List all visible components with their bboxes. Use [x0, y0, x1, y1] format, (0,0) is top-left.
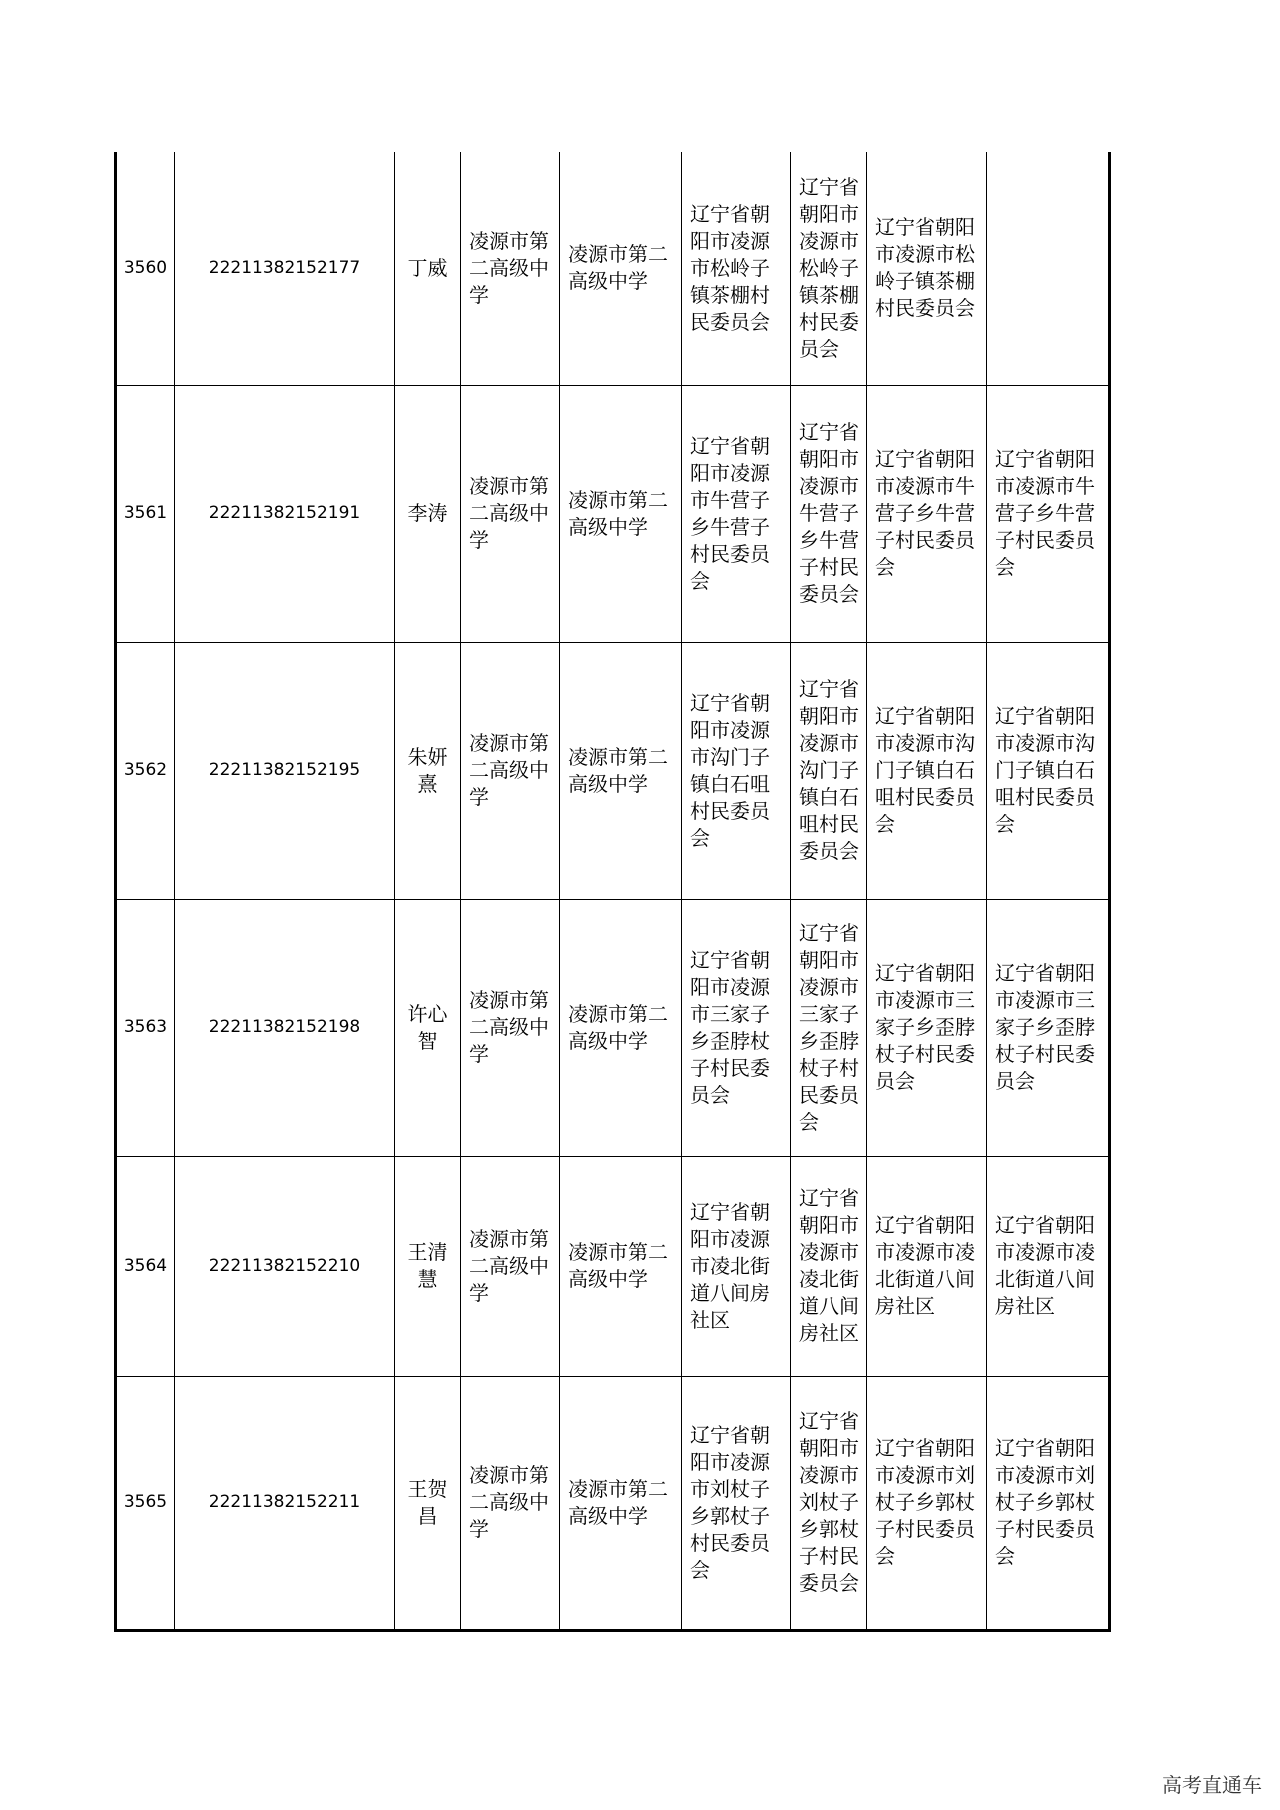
- address-1: 辽宁省朝阳市凌源市沟门子镇白石咀村民委员会: [682, 642, 791, 899]
- address-1: 辽宁省朝阳市凌源市松岭子镇茶棚村民委员会: [682, 152, 791, 385]
- address-3: 辽宁省朝阳市凌源市沟门子镇白石咀村民委员会: [867, 642, 987, 899]
- row-number: 3563: [116, 899, 175, 1156]
- exam-id: 22211382152177: [175, 152, 395, 385]
- table-row: [116, 1156, 1110, 1376]
- address-3: 辽宁省朝阳市凌源市松岭子镇茶棚村民委员会: [867, 152, 987, 385]
- exam-id: 22211382152210: [175, 1156, 395, 1376]
- address-3: 辽宁省朝阳市凌源市刘杖子乡郭杖子村民委员会: [867, 1376, 987, 1630]
- table-row: [116, 385, 1110, 642]
- student-name: 许心智: [395, 899, 461, 1156]
- row-number: 3562: [116, 642, 175, 899]
- school-a: 凌源市第二高级中学: [461, 1156, 560, 1376]
- address-4: 辽宁省朝阳市凌源市牛营子乡牛营子村民委员会: [987, 385, 1110, 642]
- school-b: 凌源市第二高级中学: [560, 899, 682, 1156]
- school-a: 凌源市第二高级中学: [461, 385, 560, 642]
- school-b: 凌源市第二高级中学: [560, 1156, 682, 1376]
- exam-id: 22211382152198: [175, 899, 395, 1156]
- school-a: 凌源市第二高级中学: [461, 899, 560, 1156]
- table-row: [116, 899, 1110, 1156]
- exam-id: 22211382152191: [175, 385, 395, 642]
- roster-table: [114, 152, 1111, 1632]
- school-b: 凌源市第二高级中学: [560, 642, 682, 899]
- address-1: 辽宁省朝阳市凌源市三家子乡歪脖杖子村民委员会: [682, 899, 791, 1156]
- row-number: 3564: [116, 1156, 175, 1376]
- address-2: 辽宁省朝阳市凌源市牛营子乡牛营子村民委员会: [791, 385, 867, 642]
- address-4: 辽宁省朝阳市凌源市三家子乡歪脖杖子村民委员会: [987, 899, 1110, 1156]
- student-name: 王清慧: [395, 1156, 461, 1376]
- address-2: 辽宁省朝阳市凌源市凌北街道八间房社区: [791, 1156, 867, 1376]
- student-name: 王贺昌: [395, 1376, 461, 1630]
- school-b: 凌源市第二高级中学: [560, 385, 682, 642]
- address-4: 辽宁省朝阳市凌源市沟门子镇白石咀村民委员会: [987, 642, 1110, 899]
- school-b: 凌源市第二高级中学: [560, 1376, 682, 1630]
- exam-id: 22211382152211: [175, 1376, 395, 1630]
- student-name: 李涛: [395, 385, 461, 642]
- table-row: [116, 1376, 1110, 1630]
- school-a: 凌源市第二高级中学: [461, 152, 560, 385]
- address-1: 辽宁省朝阳市凌源市牛营子乡牛营子村民委员会: [682, 385, 791, 642]
- table-row: [116, 642, 1110, 899]
- address-2: 辽宁省朝阳市凌源市沟门子镇白石咀村民委员会: [791, 642, 867, 899]
- address-4: 辽宁省朝阳市凌源市刘杖子乡郭杖子村民委员会: [987, 1376, 1110, 1630]
- address-2: 辽宁省朝阳市凌源市松岭子镇茶棚村民委员会: [791, 152, 867, 385]
- address-4: 辽宁省朝阳市凌源市凌北街道八间房社区: [987, 1156, 1110, 1376]
- school-b: 凌源市第二高级中学: [560, 152, 682, 385]
- row-number: 3565: [116, 1376, 175, 1630]
- address-2: 辽宁省朝阳市凌源市刘杖子乡郭杖子村民委员会: [791, 1376, 867, 1630]
- address-4: [987, 152, 1110, 385]
- roster-table-wrapper: [114, 152, 1108, 1630]
- student-name: 丁威: [395, 152, 461, 385]
- address-3: 辽宁省朝阳市凌源市三家子乡歪脖杖子村民委员会: [867, 899, 987, 1156]
- row-number: 3560: [116, 152, 175, 385]
- address-1: 辽宁省朝阳市凌源市刘杖子乡郭杖子村民委员会: [682, 1376, 791, 1630]
- row-number: 3561: [116, 385, 175, 642]
- school-a: 凌源市第二高级中学: [461, 1376, 560, 1630]
- exam-id: 22211382152195: [175, 642, 395, 899]
- address-2: 辽宁省朝阳市凌源市三家子乡歪脖杖子村民委员会: [791, 899, 867, 1156]
- address-3: 辽宁省朝阳市凌源市牛营子乡牛营子村民委员会: [867, 385, 987, 642]
- watermark: 高考直通车: [1162, 1773, 1262, 1797]
- address-3: 辽宁省朝阳市凌源市凌北街道八间房社区: [867, 1156, 987, 1376]
- school-a: 凌源市第二高级中学: [461, 642, 560, 899]
- table-row: [116, 152, 1110, 385]
- student-name: 朱妍熹: [395, 642, 461, 899]
- address-1: 辽宁省朝阳市凌源市凌北街道八间房社区: [682, 1156, 791, 1376]
